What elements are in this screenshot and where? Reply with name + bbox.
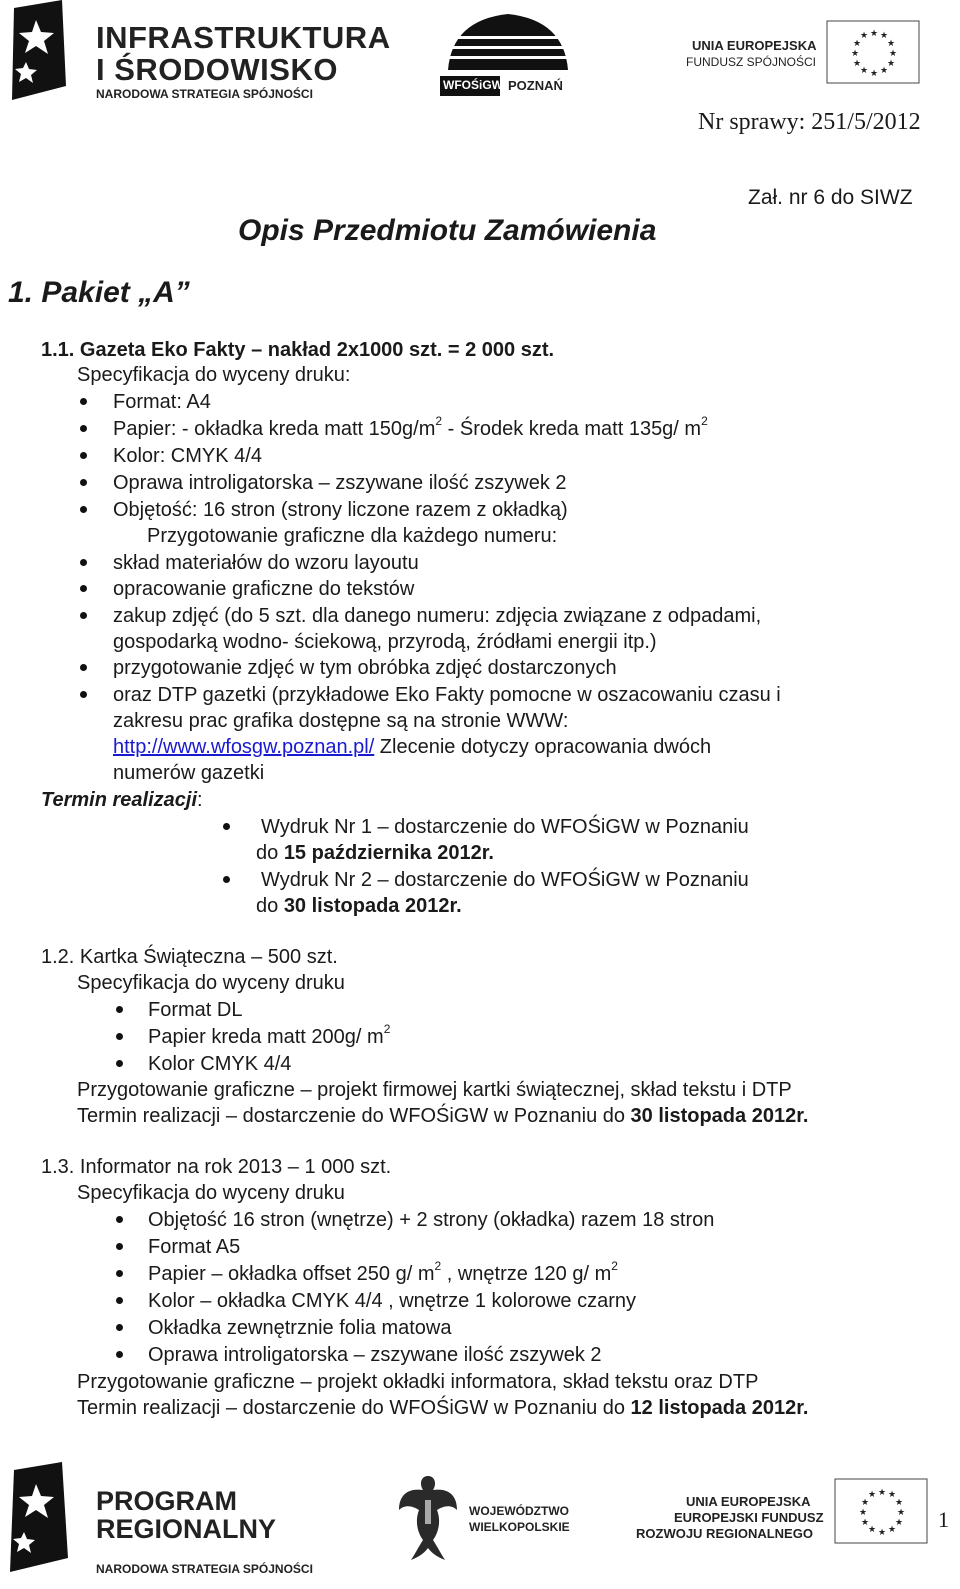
program-regionalny-logo [0, 1458, 340, 1586]
infra-logo-line1: INFRASTRUKTURA [96, 20, 391, 55]
program-logo-line2: REGIONALNY [96, 1514, 277, 1544]
svg-text:★: ★ [870, 29, 879, 39]
wielkopolska-logo [395, 1470, 595, 1570]
item1-spec-label: Specyfikacja do wyceny druku: [77, 364, 351, 386]
item1-delivery1-date-line [256, 841, 494, 865]
bullet [116, 1270, 123, 1277]
svg-text:★: ★ [878, 1528, 887, 1538]
item1-dtp-line3-rest: Zlecenie dotyczy opracowania dwóch [374, 736, 712, 758]
wfosgw-badge [440, 76, 503, 96]
item1-dtp-line2: zakresu prac grafika dostępne są na stronie WWW: [113, 710, 569, 732]
item3-cover: Okładka zewnętrznie folia matowa [148, 1317, 452, 1339]
wfosgw-badge-text: WFOŚiGW [443, 78, 503, 92]
annex-label: Zał. nr 6 do SIWZ [748, 186, 913, 209]
eu-flag-icon [834, 1478, 928, 1544]
star-figure-icon [4, 1462, 86, 1574]
item3-paper [148, 1259, 618, 1286]
item1-term-label: Termin realizacji [41, 789, 197, 811]
item1-delivery1-date: 15 października 2012r. [283, 842, 494, 864]
item2-paper-sup: 2 [383, 1022, 391, 1037]
svg-text:★: ★ [880, 31, 889, 41]
svg-text:★: ★ [887, 39, 896, 49]
item1-paper-sup1: 2 [435, 414, 443, 429]
item3-binding: Oprawa introligatorska – zszywane ilość zszywek 2 [148, 1344, 602, 1366]
item1-delivery2-date-line [256, 894, 462, 918]
item1-prep-label: Przygotowanie graficzne dla każdego numeru: [147, 525, 558, 547]
item1-delivery1: Wydruk Nr 1 – dostarczenie do WFOŚiGW w Poznaniu [261, 816, 749, 838]
bullet [80, 691, 87, 698]
bullet [80, 506, 87, 513]
item1-photos-line2: gospodarką wodno- ściekową, przyrodą, źródłami energii itp.) [113, 631, 657, 653]
item3-paper-b: , wnętrze 120 g/ m [441, 1263, 612, 1285]
item1-paper [113, 414, 708, 441]
item1-delivery2: Wydruk Nr 2 – dostarczenie do WFOŚiGW w Poznaniu [261, 869, 749, 891]
eu-footer-line3: ROZWOJU REGIONALNEGO [636, 1526, 813, 1541]
item2-format: Format DL [148, 999, 243, 1021]
item1-prep-layout: skład materiałów do wzoru layoutu [113, 552, 419, 574]
item3-prep: Przygotowanie graficzne – projekt okładki informatora, skład tekstu oraz DTP [77, 1371, 759, 1393]
item2-title: 1.2. Kartka Świąteczna – 500 szt. [41, 946, 338, 968]
star-figure-icon [0, 0, 90, 105]
page-title: Opis Przedmiotu Zamówienia [238, 214, 657, 247]
item2-color: Kolor CMYK 4/4 [148, 1053, 292, 1075]
item1-paper-b: - Środek kreda matt 135g/ m [442, 418, 702, 440]
page-number: 1 [938, 1507, 949, 1532]
item1-title: 1.1. Gazeta Eko Fakty – nakład 2x1000 szt. = 2 000 szt. [41, 339, 555, 361]
eu-header-line1: UNIA EUROPEJSKA [692, 38, 817, 53]
item1-prep-graphics: opracowanie graficzne do tekstów [113, 578, 415, 600]
bullet [80, 452, 87, 459]
svg-text:★: ★ [889, 49, 898, 59]
eu-header-logo [686, 20, 936, 90]
svg-text:★: ★ [853, 59, 862, 69]
bullet [116, 1297, 123, 1304]
bullet [80, 398, 87, 405]
svg-text:★: ★ [895, 1518, 904, 1528]
bullet [80, 585, 87, 592]
item3-paper-sup1: 2 [434, 1259, 442, 1274]
wielkopolska-line2: WIELKOPOLSKIE [469, 1520, 570, 1534]
item3-term-date: 12 listopada 2012r. [630, 1397, 809, 1419]
wielkopolska-line1: WOJEWÓDZTWO [469, 1504, 569, 1518]
item3-format: Format A5 [148, 1236, 241, 1258]
item1-dtp-line3 [113, 735, 711, 759]
bullet [116, 1216, 123, 1223]
item3-term-text: Termin realizacji – dostarczenie do WFOŚiGW w Poznaniu do [77, 1397, 631, 1419]
bullet [80, 612, 87, 619]
svg-text:★: ★ [860, 66, 869, 76]
svg-text:★: ★ [859, 1508, 868, 1518]
item3-spec-label: Specyfikacja do wyceny druku [77, 1182, 345, 1204]
bullet [116, 1033, 123, 1040]
svg-text:★: ★ [868, 1525, 877, 1535]
item1-color: Kolor: CMYK 4/4 [113, 445, 262, 467]
bullet [116, 1243, 123, 1250]
bullet [116, 1060, 123, 1067]
program-logo-line1: PROGRAM [96, 1486, 237, 1516]
svg-text:★: ★ [895, 1498, 904, 1508]
item1-term-colon: : [197, 789, 203, 811]
bullet [80, 559, 87, 566]
eagle-coat-of-arms-icon [395, 1470, 461, 1566]
svg-text:★: ★ [870, 69, 879, 79]
item3-title: 1.3. Informator na rok 2013 – 1 000 szt. [41, 1156, 392, 1178]
item1-photo-processing: przygotowanie zdjęć w tym obróbka zdjęć dostarczonych [113, 657, 617, 679]
item3-volume: Objętość 16 stron (wnętrze) + 2 strony (okładka) razem 18 stron [148, 1209, 715, 1231]
infra-logo-line2: I ŚRODOWISKO [96, 52, 338, 87]
item1-dtp-line1: oraz DTP gazetki (przykładowe Eko Fakty pomocne w oszacowaniu czasu i [113, 684, 781, 706]
item2-spec-label: Specyfikacja do wyceny druku [77, 972, 345, 994]
item3-paper-sup2: 2 [611, 1259, 618, 1274]
bullet [116, 1324, 123, 1331]
eu-footer-line1: UNIA EUROPEJSKA [686, 1494, 811, 1509]
item2-term-text: Termin realizacji – dostarczenie do WFOŚiGW w Poznaniu do [77, 1105, 631, 1127]
svg-text:★: ★ [851, 49, 860, 59]
wfosgw-emblem-icon [438, 8, 578, 78]
eu-flag-icon [826, 20, 920, 84]
svg-text:★: ★ [861, 1518, 870, 1528]
bullet [80, 425, 87, 432]
item1-delivery2-date: 30 listopada 2012r. [283, 895, 462, 917]
item3-paper-a: Papier – okładka offset 250 g/ m [148, 1263, 435, 1285]
item1-volume: Objętość: 16 stron (strony liczone razem z okładką) [113, 499, 568, 521]
item1-delivery1-pre: do [256, 842, 284, 864]
svg-text:★: ★ [860, 31, 869, 41]
item3-term [77, 1396, 808, 1420]
item1-format: Format: A4 [113, 391, 211, 413]
svg-text:★: ★ [853, 39, 862, 49]
item2-paper [148, 1022, 391, 1049]
wfosgw-city: POZNAŃ [508, 78, 563, 93]
bullet [80, 664, 87, 671]
bullet [223, 876, 230, 883]
wfosgw-logo [438, 8, 578, 98]
item1-binding: Oprawa introligatorska – zszywane ilość zszywek 2 [113, 472, 567, 494]
svg-text:★: ★ [868, 1490, 877, 1500]
item3-color: Kolor – okładka CMYK 4/4 , wnętrze 1 kolorowe czarny [148, 1290, 636, 1312]
infra-logo-line3: NARODOWA STRATEGIA SPÓJNOŚCI [96, 87, 313, 101]
svg-text:★: ★ [887, 59, 896, 69]
item2-paper-text: Papier kreda matt 200g/ m [148, 1026, 384, 1048]
item1-delivery2-pre: do [256, 895, 284, 917]
item1-paper-sup2: 2 [701, 414, 708, 429]
bullet [223, 823, 230, 830]
eu-header-line2: FUNDUSZ SPÓJNOŚCI [686, 55, 817, 69]
item1-term-heading [41, 788, 203, 812]
item2-term [77, 1104, 808, 1128]
svg-text:★: ★ [897, 1508, 906, 1518]
item2-prep: Przygotowanie graficzne – projekt firmowej kartki świątecznej, skład tekstu i DTP [77, 1079, 792, 1101]
svg-text:★: ★ [888, 1525, 897, 1535]
item1-paper-a: Papier: - okładka kreda matt 150g/m [113, 418, 436, 440]
svg-text:★: ★ [861, 1498, 870, 1508]
bullet [80, 479, 87, 486]
section-heading: 1. Pakiet „A” [8, 276, 190, 309]
case-number: Nr sprawy: 251/5/2012 [698, 109, 921, 135]
bullet [116, 1006, 123, 1013]
item1-dtp-line4: numerów gazetki [113, 762, 265, 784]
eu-footer-logo [634, 1474, 934, 1574]
program-logo-line3: NARODOWA STRATEGIA SPÓJNOŚCI [96, 1562, 313, 1576]
svg-text:★: ★ [878, 1488, 887, 1498]
eu-footer-line2: EUROPEJSKI FUNDUSZ [674, 1510, 824, 1525]
item2-term-date: 30 listopada 2012r. [630, 1105, 809, 1127]
bullet [116, 1351, 123, 1358]
wfosgw-website-link[interactable]: http://www.wfosgw.poznan.pl/ [113, 736, 375, 758]
item1-photos-line1: zakup zdjęć (do 5 szt. dla danego numeru: zdjęcia związane z odpadami, [113, 605, 762, 627]
svg-text:★: ★ [880, 66, 889, 76]
infrastruktura-logo [0, 0, 391, 105]
svg-text:★: ★ [888, 1490, 897, 1500]
